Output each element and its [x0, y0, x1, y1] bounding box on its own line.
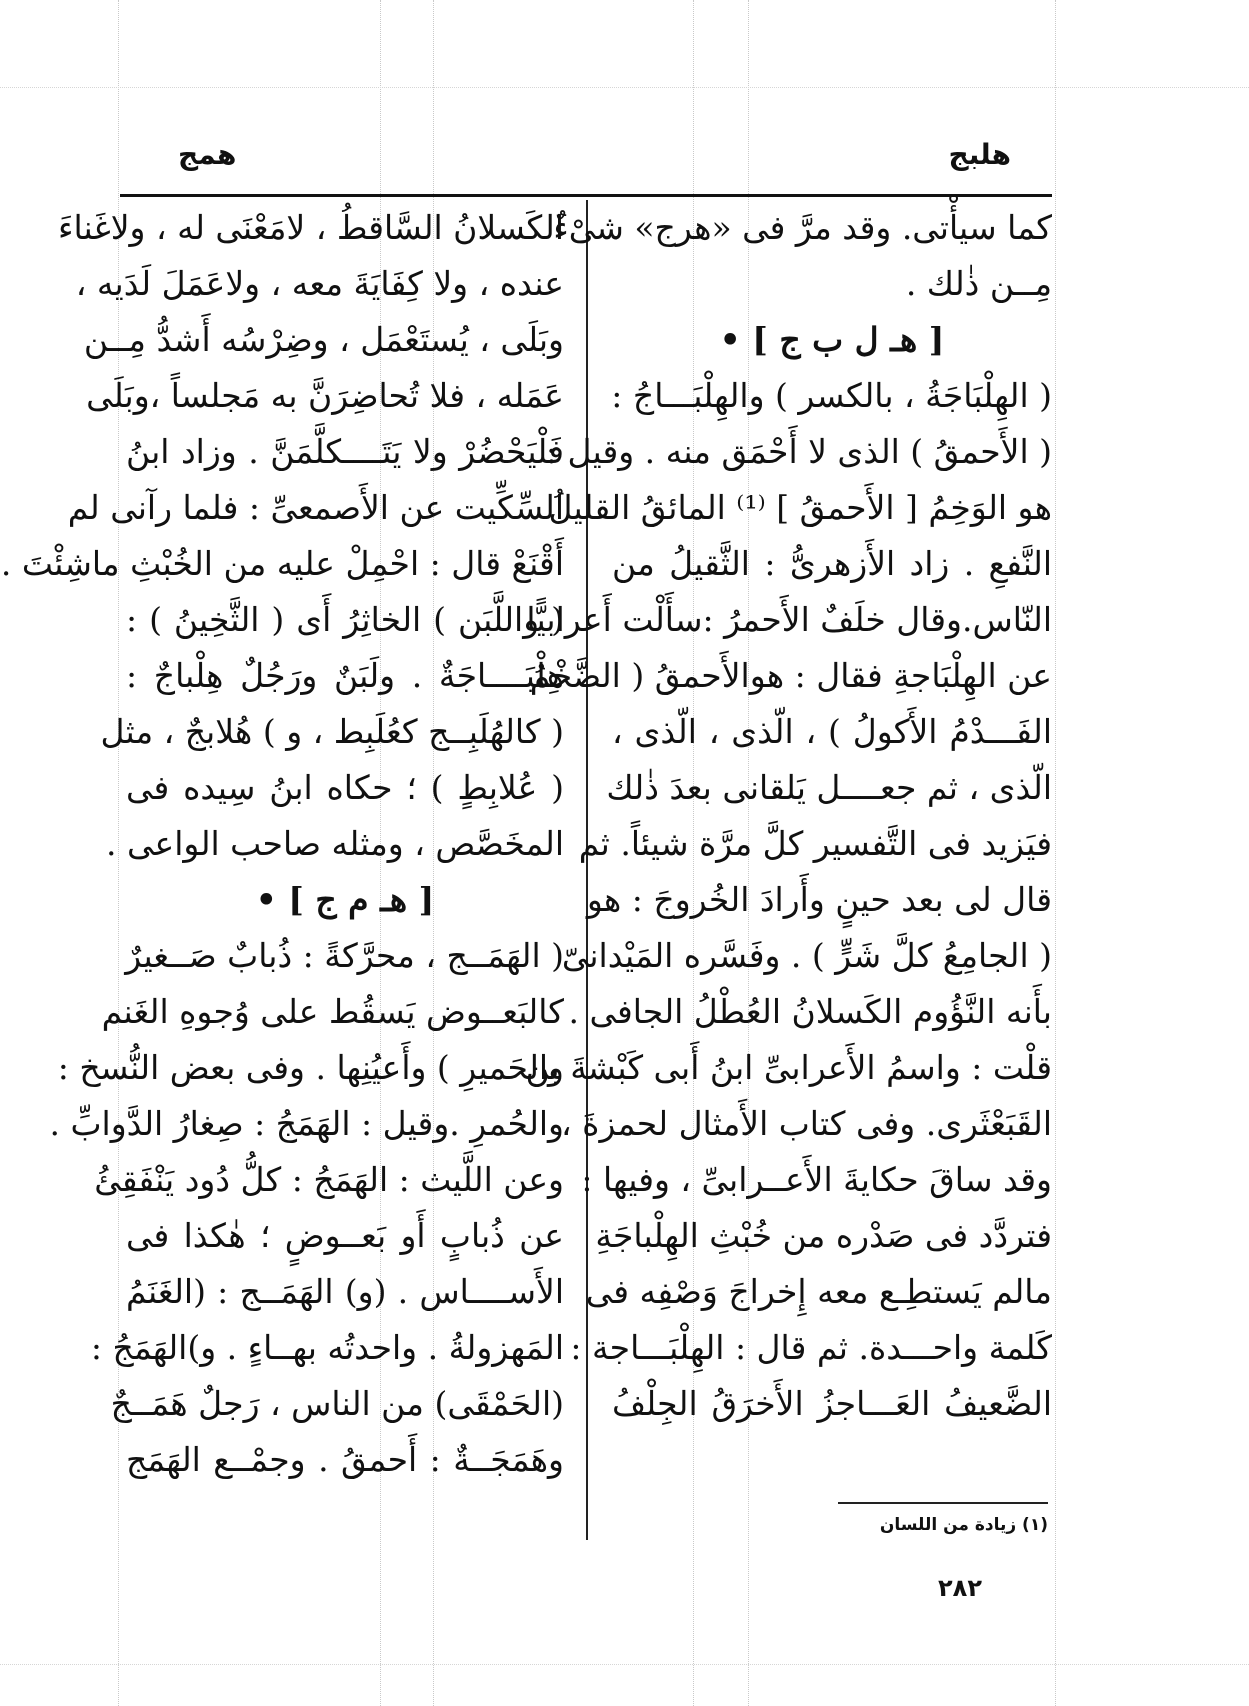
running-head-left: همج — [178, 138, 237, 171]
text-line: أَقْنَعْ قال : احْمِلْ عليه من الخُبْثِ ماشِئْتَ . — [0, 544, 564, 583]
text-line: النّاس.وقال خلَفٌ الأَحمرُ :سأَلْت أَعرابيًّا — [526, 600, 1052, 639]
text-line: عَمَله ، فلا تُحاضِرَنَّ به مَجلساً ،وبَلَى — [86, 376, 564, 415]
text-line: مالم يَستطِـع معه إِخراجَ وَصْفِه فى — [585, 1272, 1052, 1311]
text-line: ( واللَّبَن ) الخاثِرُ أَى ( الثَّخِينُ ) : — [126, 600, 564, 639]
text-line: الضَّعيفُ العَـــاجزُ الأَخرَقُ الجِلْفُ — [612, 1384, 1052, 1423]
text-line: مِــن ذٰلك . — [905, 264, 1052, 303]
entry-heading: [ هـ م ج ] • — [255, 880, 435, 919]
entry-heading: [ هـ ل ب ج ] • — [719, 320, 945, 359]
footnote: (١) زيادة من اللسان — [879, 1515, 1048, 1535]
text-line: بأَنه النَّؤُوم الكَسلانُ العُطْلُ الجافى . — [568, 992, 1052, 1031]
text-line: الأَســــاس . (و) الهَمَــج : (الغَنَمُ — [126, 1272, 564, 1311]
left-column — [0, 200, 564, 1488]
text-line: القَبَعْثَرى. وفى كتاب الأَمثال لحمزةَ ، — [561, 1104, 1052, 1143]
text-line: ( كالهُلَبِــج كعُلَبِط ، و ) هُلابجٌ ، مثل — [100, 712, 564, 751]
scan-guide-line — [0, 1664, 1249, 1665]
header-rule — [120, 194, 1052, 197]
text-line: الكَسلانُ السَّاقطُ ، لامَعْنَى له ، ولاغَناءَ — [57, 208, 564, 247]
text-line: المخَصَّص ، ومثله صاحب الواعى . — [106, 824, 564, 863]
text-line: عنده ، ولا كِفَايَةَ معه ، ولاعَمَلَ لَدَيه ، — [75, 264, 564, 303]
text-line: عن الهِلْبَاجةِ فقال : هوالأَحمقُ ( الضَّخْمُ — [529, 656, 1052, 695]
text-line: السِّكِّيت عن الأَصمعىِّ : فلما رآنى لم — [67, 488, 564, 527]
scan-guide-line — [0, 87, 1249, 88]
footnote-rule — [838, 1502, 1048, 1504]
text-line: كَلمة واحـــدة. ثم قال : الهِلْبَـــاجة : — [570, 1328, 1052, 1367]
text-line: قال لى بعد حينٍ وأَرادَ الخُروجَ : هو — [586, 880, 1052, 919]
running-head-right: هلبج — [948, 138, 1011, 171]
text-line: النَّفعِ . زاد الأَزهرىُّ : الثَّقيلُ من — [612, 544, 1052, 583]
page-number: ٢٨٢ — [938, 1574, 982, 1602]
text-line: الفَـــدْمُ الأَكولُ ) ، الّذى ، الّذى ، — [612, 712, 1052, 751]
text-line: المَهزولةُ . واحدتُه بهــاءٍ . و)الهَمَجُ : — [90, 1328, 564, 1367]
text-line: ( الهَمَــج ، محرَّكةً : ذُبابٌ صَــغيرٌ — [125, 936, 564, 975]
text-line: والحَميرِ ) وأَعيُنِها . وفى بعض النُّسخ : — [57, 1048, 564, 1087]
text-line: الّذى ، ثم جعــــل يَلقانى بعدَ ذٰلك — [606, 768, 1052, 807]
text-line: ( الجامِعُ كلَّ شَرٍّ ) . وفَسَّره المَيْدانىّ — [561, 936, 1052, 975]
right-column — [525, 200, 1052, 1432]
text-line: هِلْبَــــاجَةٌ . ولَبَنٌ ورَجُلٌ هِلْباجٌ : — [126, 656, 564, 695]
text-line: وبَلَى ، يُستَعْمَل ، وضِرْسُه أَشدُّ مِــن — [83, 320, 564, 359]
text-line: وهَمَجَــةٌ : أَحمقُ . وجمْــع الهَمَج — [126, 1440, 564, 1479]
text-line: والحُمرِ .وقيل : الهَمَجُ : صِغارُ الدَّوابِّ . — [49, 1104, 564, 1143]
text-line: كالبَعــوض يَسقُط على وُجوهِ الغَنم — [101, 992, 564, 1031]
text-line: فتردَّد فى صَدْره من خُبْثِ الهِلْباجَةِ — [595, 1216, 1052, 1255]
text-line: ( عُلابِطٍ ) ؛ حكاه ابنُ سِيده فى — [126, 768, 564, 807]
scan-guide-line — [1055, 0, 1056, 1706]
text-line: فيَزيد فى التَّفسير كلَّ مرَّة شيئاً. ثم — [578, 824, 1052, 863]
text-line: (الحَمْقَى) من الناس ، رَجلٌ هَمَــجٌ — [110, 1384, 564, 1423]
text-line: قلْت : واسمُ الأَعرابىِّ ابنُ أَبى كَبْشةَ بن — [525, 1048, 1052, 1087]
text-line: عن ذُبابٍ أَو بَعــوضٍ ؛ هٰكذا فى — [126, 1216, 564, 1255]
text-line: ( الهِلْبَاجَةُ ، بالكسر ) والهِلْبَـــاجُ : — [611, 376, 1052, 415]
text-line: وقد ساقَ حكايةَ الأَعــرابىِّ ، وفيها : — [581, 1160, 1052, 1199]
text-line: وعن اللَّيث : الهَمَجُ : كلُّ دُود يَنْفَقِئُ — [94, 1160, 564, 1199]
text-line: كما سيأْتى. وقد مرَّ فى «هرج» شىْءٌ — [553, 208, 1052, 247]
text-line: ( الأَحمقُ ) الذى لا أَحْمَق منه . وقيل : — [545, 432, 1052, 471]
text-line: هو الوَخِمُ [ الأَحمقُ ] ⁽¹⁾ المائقُ القليلُ — [548, 488, 1052, 527]
text-line: فَلْيَحْضُرْ ولا يَتَــــكلَّمَنَّ . وزاد ابنُ — [126, 432, 564, 471]
